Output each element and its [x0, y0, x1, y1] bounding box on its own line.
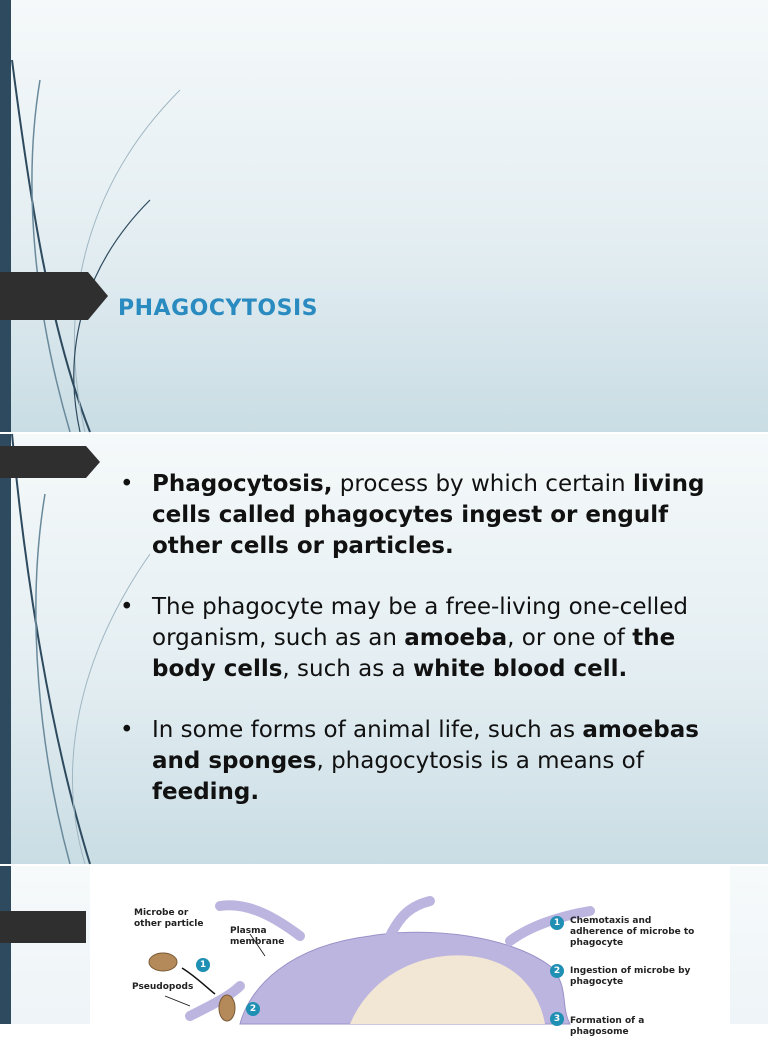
step-text-2: Ingestion of microbe by phagocyte — [570, 966, 691, 987]
step-badge-1-legend: 1 — [550, 916, 564, 930]
slide-left-bar — [0, 0, 11, 432]
bullet-text-run: feeding. — [152, 779, 260, 805]
bullet-text-run: amoebas and sponges — [152, 717, 699, 774]
slide-left-bar — [0, 866, 11, 1024]
step-badge-2-inline: 2 — [246, 1002, 260, 1016]
title-slide — [0, 0, 768, 432]
figure-marker — [0, 911, 86, 943]
bullet-text-run: The phagocyte may be a free-living one-celled organism, such as an — [152, 594, 688, 651]
bullet-dot: • — [120, 717, 134, 743]
bullet-text-run: Phagocytosis, — [152, 471, 333, 497]
bullet-item — [120, 592, 740, 685]
decorative-swoosh — [0, 0, 200, 432]
bullet-item — [120, 469, 740, 562]
content-marker — [0, 446, 100, 478]
label-microbe: Microbe or other particle — [134, 908, 204, 929]
label-pseudopods: Pseudopods — [132, 982, 194, 992]
bullet-item — [120, 715, 740, 808]
bullet-text-run: white blood cell. — [412, 656, 628, 682]
slide-title: PHAGOCYTOSIS — [118, 296, 318, 321]
bullet-dot: • — [120, 594, 134, 620]
bullet-text-run: , or one of — [507, 625, 633, 651]
step-badge-2-legend: 2 — [550, 964, 564, 978]
label-plasma-membrane: Plasma membrane — [230, 926, 285, 947]
step-text-3: Formation of a phagosome — [570, 1016, 645, 1037]
bullet-text-run: the body cells — [152, 625, 676, 682]
bullet-text-run: amoeba — [404, 625, 508, 651]
bullet-dot: • — [120, 471, 134, 497]
content-slide — [0, 434, 768, 864]
title-marker — [0, 272, 108, 320]
step-badge-1: 1 — [196, 958, 210, 972]
bullet-list — [120, 469, 740, 838]
bullet-text-run: In some forms of animal life, such as — [152, 717, 583, 743]
step-text-1: Chemotaxis and adherence of microbe to phagocyte — [570, 916, 695, 948]
figure-slide — [0, 866, 768, 1037]
bullet-text-run: process by which certain — [332, 471, 633, 497]
bullet-text-run: living cells called phagocytes ingest or engulf other cells or particles. — [152, 471, 705, 559]
bullet-text-run: , such as a — [282, 656, 413, 682]
bullet-text-run: , phagocytosis is a means of — [316, 748, 644, 774]
slide-left-bar — [0, 434, 11, 864]
phagocytosis-diagram — [90, 866, 730, 1037]
step-badge-3-legend: 3 — [550, 1012, 564, 1026]
